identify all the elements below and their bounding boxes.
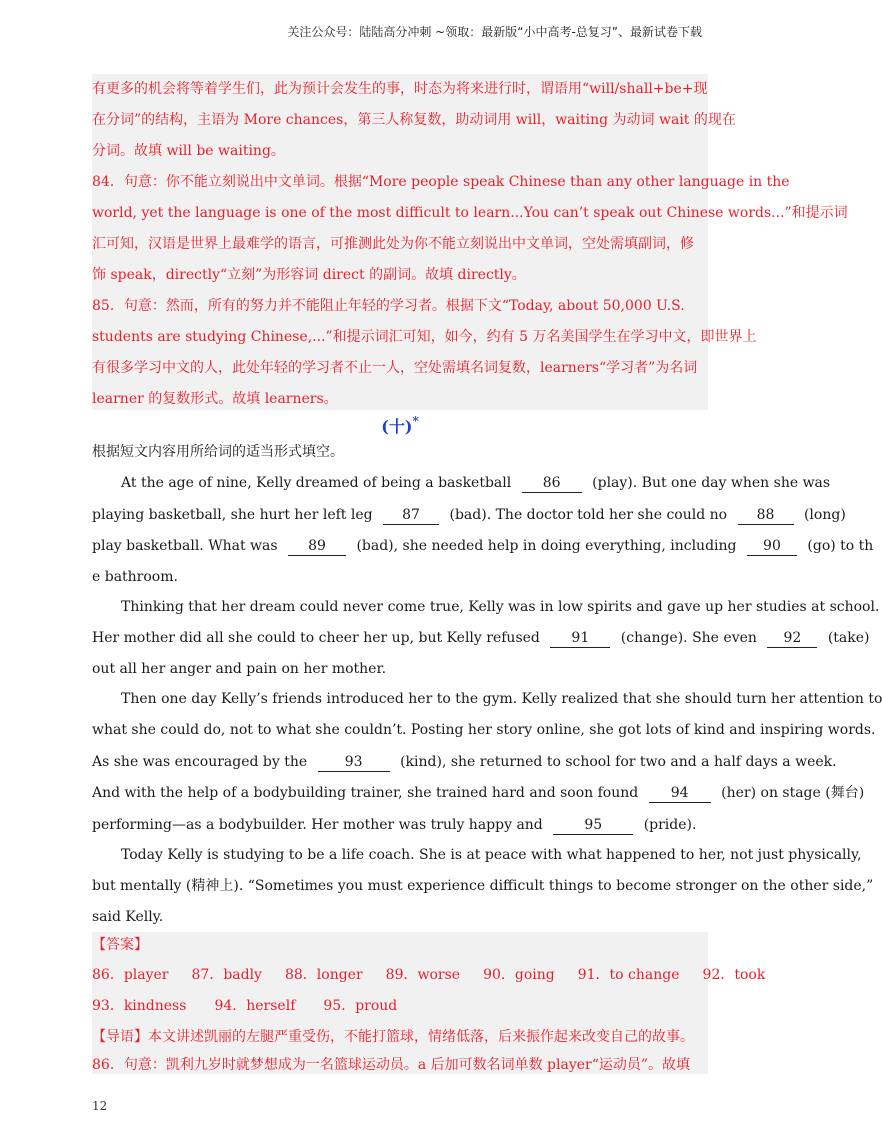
passage-text: (bad), she needed help in doing everything, including — [356, 538, 737, 554]
passage-text: (her) on stage (舞台) — [721, 785, 865, 801]
passage-text: As she was encouraged by the — [92, 754, 308, 770]
passage-line — [92, 752, 837, 772]
explanation-line: 有更多的机会将等着学生们，此为预计会发生的事，时态为将来进行时，谓语用“will/shall+be+现 — [92, 81, 708, 97]
blank-87[interactable]: 87 — [383, 507, 439, 525]
passage-text: And with the help of a bodybuilding trainer, she trained hard and soon found — [92, 785, 639, 801]
explanation-line: 分词。故填 will be waiting。 — [92, 143, 285, 159]
passage-text: (bad). The doctor told her she could no — [449, 507, 728, 523]
section-title-text: (十) — [381, 417, 413, 436]
passage-line: Then one day Kelly’s friends introduced her to the gym. Kelly realized that she should turn her attention to — [121, 691, 882, 707]
blank-94[interactable]: 94 — [649, 785, 711, 803]
blank-89[interactable]: 89 — [288, 538, 346, 556]
explanation-line: 有很多学习中文的人，此处年轻的学习者不止一人，空处需填名词复数，learners“学习者”为名词 — [92, 360, 698, 376]
explanation-line: students are studying Chinese,...”和提示词汇可知，如今，约有 5 万名美国学生在学习中文，即世界上 — [92, 329, 757, 345]
explanation-line: 84．句意：你不能立刻说出中文单词。根据“More people speak Chinese than any other language in the — [92, 174, 790, 190]
answer-item: 95．proud — [323, 998, 398, 1014]
answer-item: 89．worse — [385, 967, 461, 983]
passage-line: what she could do, not to what she couldn’t. Posting her story online, she got lots of kind and inspiring words. — [92, 722, 876, 738]
passage-text: (change). She even — [620, 630, 757, 646]
answer-row-1 — [92, 965, 765, 985]
explanation-line: 饰 speak，directly“立刻”为形容词 direct 的副词。故填 directly。 — [92, 267, 526, 283]
answer-item: 92．took — [702, 967, 766, 983]
passage-line: out all her anger and pain on her mother. — [92, 661, 387, 677]
answer-item: 88．longer — [284, 967, 363, 983]
blank-95[interactable]: 95 — [553, 817, 633, 835]
answer-row-2 — [92, 996, 397, 1016]
passage-line: said Kelly. — [92, 909, 164, 925]
answer-item: 91．to change — [577, 967, 680, 983]
passage-line: Today Kelly is studying to be a life coach. She is at peace with what happened to her, not just physically, — [121, 847, 862, 863]
passage-line — [92, 505, 846, 525]
guide-text: 【导语】本文讲述凯丽的左腿严重受伤，不能打篮球，情绪低落，后来振作起来改变自己的故事。 — [92, 1029, 694, 1045]
explanation-line: world, yet the language is one of the most difficult to learn...You can’t speak out Chinese words...”和提示词 — [92, 205, 848, 221]
passage-line: but mentally (精神上). “Sometimes you must experience difficult things to become stronger on the other side,” — [92, 878, 874, 894]
blank-91[interactable]: 91 — [550, 630, 610, 648]
answer-item: 86．player — [92, 967, 169, 983]
star-marker: * — [412, 414, 419, 428]
explanation-line: 85．句意：然而，所有的努力并不能阻止年轻的学习者。根据下文“Today, about 50,000 U.S. — [92, 298, 685, 314]
blank-92[interactable]: 92 — [767, 630, 817, 648]
passage-text: (take) — [827, 630, 870, 646]
passage-text: (long) — [803, 507, 846, 523]
answer-label: 【答案】 — [92, 937, 148, 953]
blank-93[interactable]: 93 — [318, 754, 390, 772]
answer-item: 90．going — [483, 967, 555, 983]
passage-text: Her mother did all she could to cheer her up, but Kelly refused — [92, 630, 540, 646]
passage-text: performing—as a bodybuilder. Her mother was truly happy and — [92, 817, 543, 833]
explanation-86: 86．句意：凯利九岁时就梦想成为一名篮球运动员。a 后加可数名词单数 player“运动员”。故填 — [92, 1057, 691, 1073]
page-number: 12 — [92, 1099, 108, 1113]
explanation-line: 在分词”的结构，主语为 More chances，第三人称复数，助动词用 will，waiting 为动词 wait 的现在 — [92, 112, 736, 128]
passage-text: playing basketball, she hurt her left leg — [92, 507, 373, 523]
passage-line — [92, 536, 873, 556]
blank-88[interactable]: 88 — [738, 507, 794, 525]
passage-line: Thinking that her dream could never come true, Kelly was in low spirits and gave up her studies at school. — [121, 599, 880, 615]
answer-item: 93．kindness — [92, 998, 187, 1014]
passage-line — [121, 473, 830, 493]
page-header — [0, 20, 800, 44]
explanation-line: 汇可知，汉语是世界上最难学的语言，可推测此处为你不能立刻说出中文单词，空处需填副词，修 — [92, 236, 694, 252]
answer-item: 94．herself — [214, 998, 296, 1014]
passage-line — [92, 815, 696, 835]
passage-line — [92, 783, 864, 803]
passage-text: At the age of nine, Kelly dreamed of being a basketball — [121, 475, 512, 491]
explanation-line: learner 的复数形式。故填 learners。 — [92, 391, 338, 407]
passage-text: (kind), she returned to school for two and a half days a week. — [400, 754, 837, 770]
answer-item: 87．badly — [191, 967, 262, 983]
section-title — [0, 414, 800, 437]
passage-text: (play). But one day when she was — [592, 475, 831, 491]
passage-text: play basketball. What was — [92, 538, 278, 554]
passage-text: (go) to th — [807, 538, 874, 554]
header-text: 关注公众号：陆陆高分冲刺 ~领取：最新版“小中高考-总复习”、最新试卷下载 — [287, 25, 702, 39]
passage-line: e bathroom. — [92, 569, 178, 585]
passage-text: (pride). — [643, 817, 697, 833]
instruction: 根据短文内容用所给词的适当形式填空。 — [92, 444, 344, 460]
passage-line — [92, 628, 870, 648]
blank-86[interactable]: 86 — [522, 475, 582, 493]
blank-90[interactable]: 90 — [747, 538, 797, 556]
